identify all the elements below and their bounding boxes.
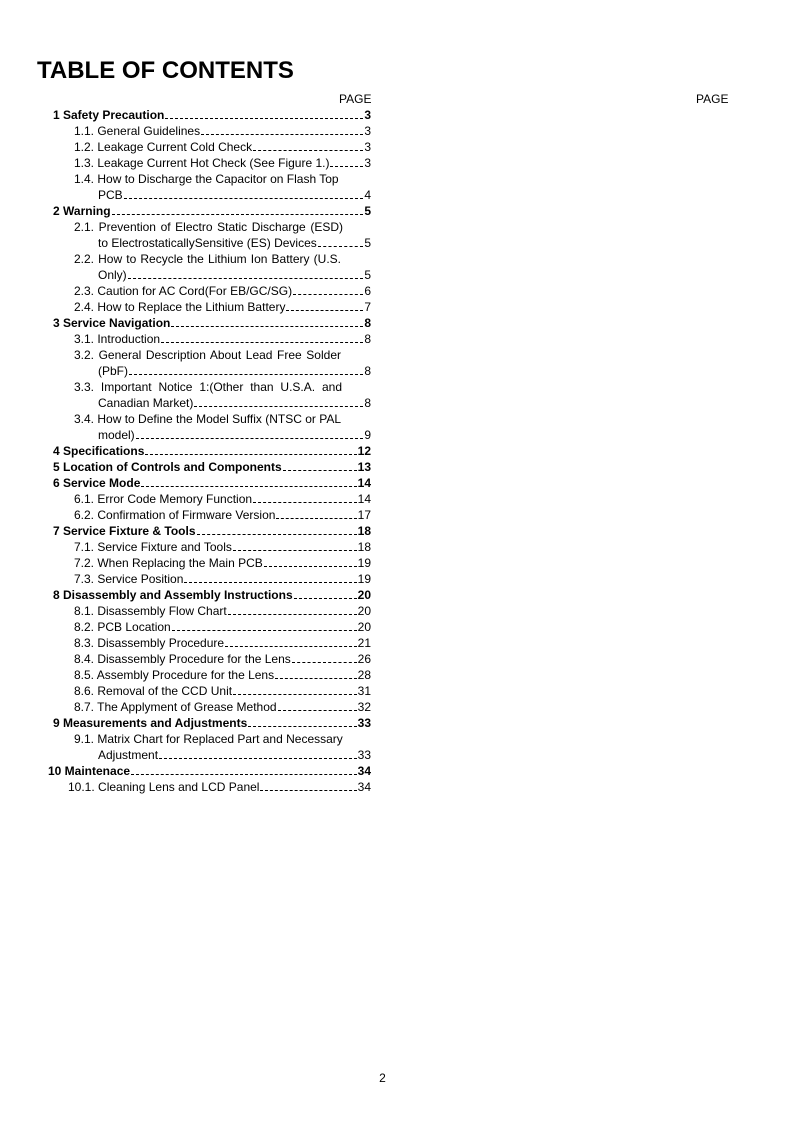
toc-entry-2-2-cont[interactable]: Only) 5 (98, 268, 371, 282)
toc-entry-2-4[interactable]: 2.4. How to Replace the Lithium Battery 7 (74, 300, 371, 314)
toc-entry-3-2-cont[interactable]: (PbF) 8 (98, 364, 371, 378)
toc-entry-9-1-cont[interactable]: Adjustment 33 (98, 748, 371, 762)
toc-entry-9-1[interactable]: 9.1. Matrix Chart for Replaced Part and Necessary (74, 732, 343, 746)
toc-entry-3-1[interactable]: 3.1. Introduction 8 (74, 332, 371, 346)
page-column-header-left: PAGE (339, 92, 372, 106)
toc-entry-8-4[interactable]: 8.4. Disassembly Procedure for the Lens 26 (74, 652, 371, 666)
toc-entry-3-3-cont[interactable]: Canadian Market) 8 (98, 396, 371, 410)
toc-entry-2-2[interactable]: 2.2. How to Recycle the Lithium Ion Battery (U.S. (74, 252, 341, 266)
toc-entry-8-7[interactable]: 8.7. The Applyment of Grease Method 32 (74, 700, 371, 714)
page-column-header-right: PAGE (696, 92, 729, 106)
toc-entry-10-1[interactable]: 10.1. Cleaning Lens and LCD Panel 34 (68, 780, 371, 794)
toc-entry-section-1[interactable]: 1 Safety Precaution 3 (53, 108, 371, 122)
toc-entry-8-3[interactable]: 8.3. Disassembly Procedure 21 (74, 636, 371, 650)
toc-entry-8-5[interactable]: 8.5. Assembly Procedure for the Lens 28 (74, 668, 371, 682)
toc-entry-3-3[interactable]: 3.3. Important Notice 1:(Other than U.S.A. and (74, 380, 342, 394)
toc-entry-3-4-cont[interactable]: model) 9 (98, 428, 371, 442)
page-title: TABLE OF CONTENTS (37, 57, 294, 84)
toc-entry-section-7[interactable]: 7 Service Fixture & Tools 18 (53, 524, 371, 538)
toc-entry-section-6[interactable]: 6 Service Mode 14 (53, 476, 371, 490)
toc-entry-7-1[interactable]: 7.1. Service Fixture and Tools 18 (74, 540, 371, 554)
toc-entry-2-3[interactable]: 2.3. Caution for AC Cord(For EB/GC/SG) 6 (74, 284, 371, 298)
toc-entry-7-3[interactable]: 7.3. Service Position 19 (74, 572, 371, 586)
toc-entry-6-1[interactable]: 6.1. Error Code Memory Function 14 (74, 492, 371, 506)
toc-entry-1-4-cont[interactable]: PCB 4 (98, 188, 371, 202)
toc-entry-1-2[interactable]: 1.2. Leakage Current Cold Check 3 (74, 140, 371, 154)
toc-entry-section-9[interactable]: 9 Measurements and Adjustments 33 (53, 716, 371, 730)
toc-entry-section-10[interactable]: 10 Maintenace 34 (48, 764, 371, 778)
toc-entry-8-2[interactable]: 8.2. PCB Location 20 (74, 620, 371, 634)
toc-entry-section-3[interactable]: 3 Service Navigation 8 (53, 316, 371, 330)
toc-entry-1-3[interactable]: 1.3. Leakage Current Hot Check (See Figure 1.) 3 (74, 156, 371, 170)
toc-entry-section-8[interactable]: 8 Disassembly and Assembly Instructions 20 (53, 588, 371, 602)
toc-entry-section-5[interactable]: 5 Location of Controls and Components 13 (53, 460, 371, 474)
toc-entry-3-4[interactable]: 3.4. How to Define the Model Suffix (NTSC or PAL (74, 412, 342, 426)
toc-entry-8-6[interactable]: 8.6. Removal of the CCD Unit 31 (74, 684, 371, 698)
toc-entry-7-2[interactable]: 7.2. When Replacing the Main PCB 19 (74, 556, 371, 570)
toc-entry-1-4[interactable]: 1.4. How to Discharge the Capacitor on Flash Top (74, 172, 339, 186)
toc-entry-section-4[interactable]: 4 Specifications 12 (53, 444, 371, 458)
toc-entry-3-2[interactable]: 3.2. General Description About Lead Free Solder (74, 348, 341, 362)
toc-entry-2-1[interactable]: 2.1. Prevention of Electro Static Discharge (ESD) (74, 220, 343, 234)
toc-entry-2-1-cont[interactable]: to ElectrostaticallySensitive (ES) Devices 5 (98, 236, 371, 250)
page-number: 2 (379, 1071, 386, 1085)
toc-entry-6-2[interactable]: 6.2. Confirmation of Firmware Version 17 (74, 508, 371, 522)
toc-entry-section-2[interactable]: 2 Warning 5 (53, 204, 371, 218)
toc-entry-8-1[interactable]: 8.1. Disassembly Flow Chart 20 (74, 604, 371, 618)
toc-entry-1-1[interactable]: 1.1. General Guidelines 3 (74, 124, 371, 138)
